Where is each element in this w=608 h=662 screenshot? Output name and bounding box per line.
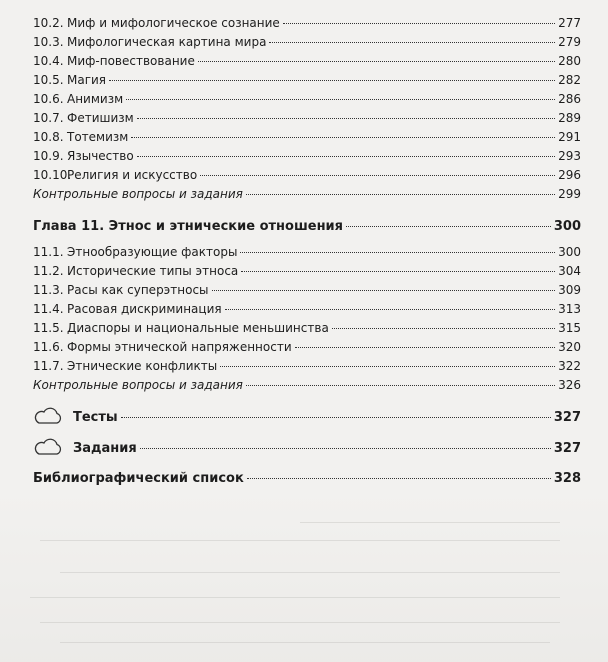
cloud-icon bbox=[33, 438, 63, 456]
toc-tests[interactable] bbox=[33, 403, 581, 425]
toc-page: 309 bbox=[558, 283, 581, 297]
toc-title: Анимизм bbox=[67, 92, 124, 106]
toc-title: Язычество bbox=[67, 149, 134, 163]
toc-title: Задания bbox=[73, 441, 137, 456]
toc-title: Контрольные вопросы и задания bbox=[33, 187, 243, 201]
toc-number: 10.3. bbox=[33, 35, 64, 49]
toc-page: 328 bbox=[553, 471, 581, 486]
toc-title: Тесты bbox=[73, 410, 118, 425]
toc-page: 315 bbox=[558, 321, 581, 335]
toc-tasks[interactable] bbox=[33, 434, 581, 456]
chapter-title: Глава 11. Этнос и этнические отношения bbox=[33, 219, 344, 234]
toc-number: 10.2. bbox=[33, 16, 64, 30]
leader-dots bbox=[246, 194, 555, 195]
toc-number: 10.6. bbox=[33, 92, 64, 106]
leader-dots bbox=[269, 42, 555, 43]
leader-dots bbox=[137, 118, 555, 119]
toc-title: Этнические конфликты bbox=[67, 359, 218, 373]
toc-row[interactable] bbox=[33, 300, 581, 318]
toc-title: Этнообразующие факторы bbox=[67, 245, 238, 259]
toc-number: 11.1. bbox=[33, 245, 64, 259]
toc-title: Магия bbox=[67, 73, 107, 87]
toc-page: 326 bbox=[558, 378, 581, 392]
toc-row[interactable] bbox=[33, 71, 581, 89]
toc-number: 11.4. bbox=[33, 302, 64, 316]
toc-page: 282 bbox=[558, 73, 581, 87]
cloud-icon bbox=[33, 407, 63, 425]
toc-page: 300 bbox=[553, 219, 581, 234]
toc-page: 322 bbox=[558, 359, 581, 373]
toc-row-control-questions[interactable] bbox=[33, 185, 581, 203]
toc-page: 291 bbox=[558, 130, 581, 144]
toc-page: 286 bbox=[558, 92, 581, 106]
toc-title: Библиографический список bbox=[33, 471, 244, 486]
toc-page: 327 bbox=[553, 410, 581, 425]
toc-row[interactable] bbox=[33, 166, 581, 184]
toc-page: 300 bbox=[558, 245, 581, 259]
toc-title: Формы этнической напряженности bbox=[67, 340, 292, 354]
leader-dots bbox=[212, 290, 556, 291]
toc-chapter-heading[interactable] bbox=[33, 218, 581, 236]
toc-bibliography[interactable] bbox=[33, 470, 581, 488]
leader-dots bbox=[200, 175, 555, 176]
toc-row[interactable] bbox=[33, 357, 581, 375]
toc-row[interactable] bbox=[33, 319, 581, 337]
toc-page: 277 bbox=[558, 16, 581, 30]
leader-dots bbox=[137, 156, 555, 157]
toc-row[interactable] bbox=[33, 109, 581, 127]
toc-title: Расовая дискриминация bbox=[67, 302, 222, 316]
leader-dots bbox=[246, 385, 555, 386]
leader-dots bbox=[295, 347, 555, 348]
toc-number: 10.5. bbox=[33, 73, 64, 87]
toc-title: Тотемизм bbox=[67, 130, 129, 144]
toc-number: 11.2. bbox=[33, 264, 64, 278]
toc-number: 11.6. bbox=[33, 340, 64, 354]
toc-row[interactable] bbox=[33, 33, 581, 51]
leader-dots bbox=[332, 328, 555, 329]
toc-number: 11.3. bbox=[33, 283, 64, 297]
toc-page: 327 bbox=[553, 441, 581, 456]
toc-number: 11.5. bbox=[33, 321, 64, 335]
leader-dots bbox=[220, 366, 555, 367]
leader-dots bbox=[140, 448, 551, 449]
toc-page: 304 bbox=[558, 264, 581, 278]
toc-title: Миф-повествование bbox=[67, 54, 195, 68]
leader-dots bbox=[346, 226, 551, 227]
toc-number: 11.7. bbox=[33, 359, 64, 373]
leader-dots bbox=[198, 61, 555, 62]
toc-row[interactable] bbox=[33, 243, 581, 261]
toc-title: Исторические типы этноса bbox=[67, 264, 239, 278]
toc-number: 10.10. bbox=[33, 168, 72, 182]
leader-dots bbox=[121, 417, 551, 418]
toc-row[interactable] bbox=[33, 14, 581, 32]
toc-row-control-questions[interactable] bbox=[33, 376, 581, 394]
toc-row[interactable] bbox=[33, 128, 581, 146]
toc-row[interactable] bbox=[33, 262, 581, 280]
toc-page: 280 bbox=[558, 54, 581, 68]
toc-number: 10.4. bbox=[33, 54, 64, 68]
toc-page: 296 bbox=[558, 168, 581, 182]
toc-page: 279 bbox=[558, 35, 581, 49]
leader-dots bbox=[283, 23, 555, 24]
toc-number: 10.9. bbox=[33, 149, 64, 163]
toc-page: 320 bbox=[558, 340, 581, 354]
toc-title: Диаспоры и национальные меньшинства bbox=[67, 321, 329, 335]
toc-page: 289 bbox=[558, 111, 581, 125]
toc-title: Религия и искусство bbox=[67, 168, 198, 182]
toc-number: 10.8. bbox=[33, 130, 64, 144]
toc-row[interactable] bbox=[33, 52, 581, 70]
toc-title: Фетишизм bbox=[67, 111, 134, 125]
bleed-through-area bbox=[0, 492, 608, 662]
leader-dots bbox=[240, 252, 555, 253]
toc-page: 299 bbox=[558, 187, 581, 201]
toc-row[interactable] bbox=[33, 147, 581, 165]
leader-dots bbox=[109, 80, 555, 81]
leader-dots bbox=[131, 137, 555, 138]
toc-row[interactable] bbox=[33, 338, 581, 356]
toc-title: Миф и мифологическое сознание bbox=[67, 16, 280, 30]
toc-title: Мифологическая картина мира bbox=[67, 35, 267, 49]
toc-page: 313 bbox=[558, 302, 581, 316]
leader-dots bbox=[126, 99, 555, 100]
leader-dots bbox=[225, 309, 556, 310]
toc-title: Расы как суперэтносы bbox=[67, 283, 209, 297]
toc-title: Контрольные вопросы и задания bbox=[33, 378, 243, 392]
leader-dots bbox=[241, 271, 555, 272]
toc-page: 293 bbox=[558, 149, 581, 163]
toc-row[interactable] bbox=[33, 90, 581, 108]
toc-number: 10.7. bbox=[33, 111, 64, 125]
toc-row[interactable] bbox=[33, 281, 581, 299]
leader-dots bbox=[247, 478, 551, 479]
